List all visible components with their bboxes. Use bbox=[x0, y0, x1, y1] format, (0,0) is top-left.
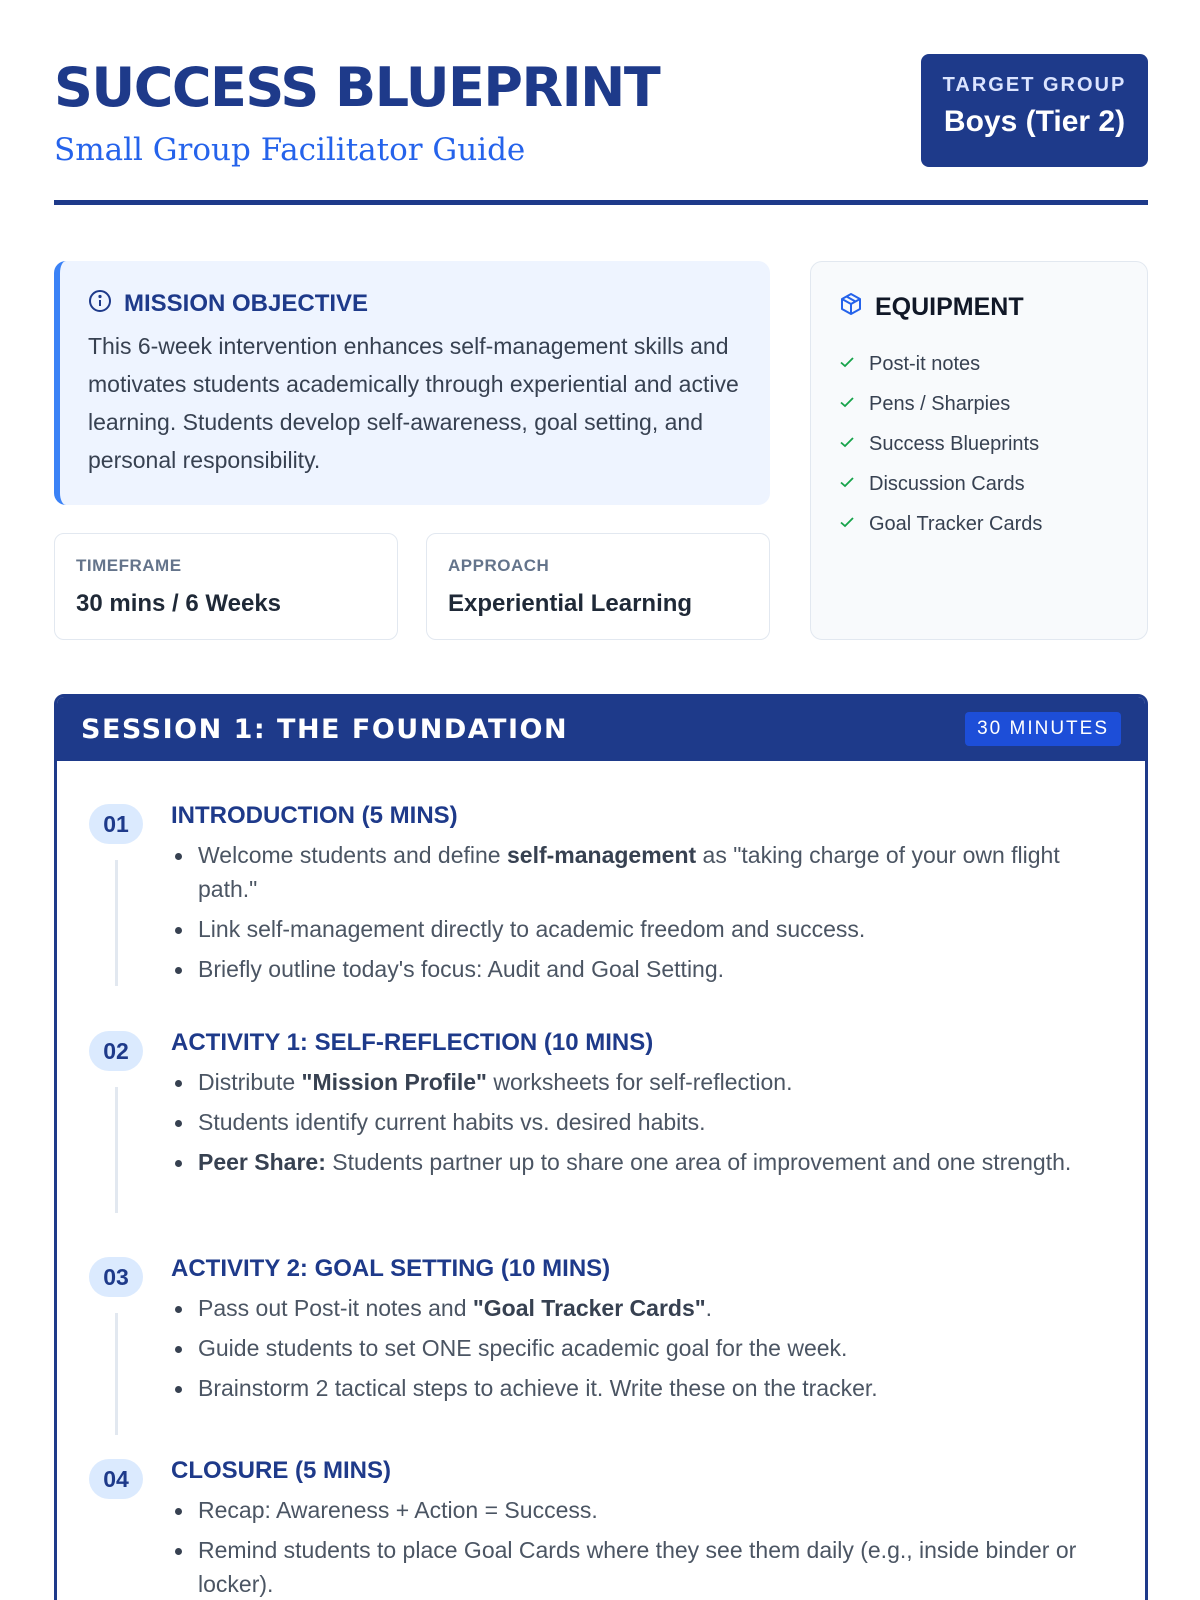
package-icon bbox=[839, 292, 863, 323]
check-icon bbox=[839, 353, 855, 376]
mission-objective-card bbox=[54, 261, 770, 505]
session-card bbox=[54, 694, 1148, 1600]
check-icon bbox=[839, 513, 855, 536]
equipment-item: Success Blueprints bbox=[839, 424, 1147, 464]
step-connector bbox=[115, 860, 118, 986]
step-number: 04 bbox=[89, 1459, 143, 1499]
equipment-item: Goal Tracker Cards bbox=[839, 504, 1147, 544]
step-bullet: Welcome students and define self-management as "taking charge of your own flight path." bbox=[171, 838, 1091, 906]
step-bullet: Recap: Awareness + Action = Success. bbox=[171, 1493, 1091, 1527]
step-number: 01 bbox=[89, 804, 143, 844]
step-title: ACTIVITY 1: SELF-REFLECTION (10 MINS) bbox=[171, 1029, 654, 1056]
equipment-heading: EQUIPMENT bbox=[875, 292, 1024, 321]
check-icon bbox=[839, 393, 855, 416]
equipment-list bbox=[839, 344, 1147, 544]
equipment-item: Post-it notes bbox=[839, 344, 1147, 384]
approach-value: Experiential Learning bbox=[448, 590, 693, 617]
equipment-item: Discussion Cards bbox=[839, 464, 1147, 504]
step-connector bbox=[115, 1313, 118, 1435]
step-number: 02 bbox=[89, 1031, 143, 1071]
step-bullet: Remind students to place Goal Cards where they see them daily (e.g., inside binder or locker). bbox=[171, 1533, 1091, 1600]
check-icon bbox=[839, 473, 855, 496]
step-bullets bbox=[171, 1291, 1091, 1411]
step-bullet: Briefly outline today's focus: Audit and Goal Setting. bbox=[171, 952, 1091, 986]
step-bullet: Peer Share: Students partner up to share one area of improvement and one strength. bbox=[171, 1145, 1091, 1179]
timeframe-card bbox=[54, 533, 398, 640]
step-bullet: Pass out Post-it notes and "Goal Tracker Cards". bbox=[171, 1291, 1091, 1325]
step-bullet: Brainstorm 2 tactical steps to achieve it. Write these on the tracker. bbox=[171, 1371, 1091, 1405]
target-group-badge bbox=[921, 54, 1148, 167]
step-title: ACTIVITY 2: GOAL SETTING (10 MINS) bbox=[171, 1255, 611, 1282]
step-bullets bbox=[171, 1493, 1091, 1600]
timeframe-value: 30 mins / 6 Weeks bbox=[76, 590, 282, 617]
step-connector bbox=[115, 1087, 118, 1213]
step-title: INTRODUCTION (5 MINS) bbox=[171, 802, 458, 829]
timeframe-label: TIMEFRAME bbox=[76, 556, 182, 575]
page-subtitle: Small Group Facilitator Guide bbox=[54, 132, 526, 168]
mission-heading: MISSION OBJECTIVE bbox=[124, 290, 369, 317]
info-icon bbox=[88, 289, 112, 320]
step-bullet: Link self-management directly to academic freedom and success. bbox=[171, 912, 1091, 946]
equipment-card bbox=[810, 261, 1148, 640]
step-bullet: Distribute "Mission Profile" worksheets for self-reflection. bbox=[171, 1065, 1091, 1099]
step-bullet: Students identify current habits vs. desired habits. bbox=[171, 1105, 1091, 1139]
step-title: CLOSURE (5 MINS) bbox=[171, 1457, 392, 1484]
step-bullets bbox=[171, 838, 1091, 992]
session-header bbox=[57, 697, 1145, 761]
session-duration-badge: 30 MINUTES bbox=[965, 712, 1121, 746]
target-group-value: Boys (Tier 2) bbox=[943, 105, 1126, 138]
session-title: SESSION 1: THE FOUNDATION bbox=[81, 713, 569, 745]
approach-card bbox=[426, 533, 770, 640]
target-group-label: TARGET GROUP bbox=[942, 74, 1127, 96]
mission-text: This 6-week intervention enhances self-management skills and motivates students academically through experiential and active learning. Students develop self-awareness, goal setting, and personal responsibility. bbox=[88, 333, 739, 473]
step-bullet: Guide students to set ONE specific academic goal for the week. bbox=[171, 1331, 1091, 1365]
step-bullets bbox=[171, 1065, 1091, 1185]
equipment-item: Pens / Sharpies bbox=[839, 384, 1147, 424]
page-header bbox=[54, 54, 1148, 206]
approach-label: APPROACH bbox=[448, 556, 550, 575]
header-divider bbox=[54, 200, 1148, 205]
step-number: 03 bbox=[89, 1257, 143, 1297]
page-title: SUCCESS BLUEPRINT bbox=[54, 56, 660, 119]
check-icon bbox=[839, 433, 855, 456]
